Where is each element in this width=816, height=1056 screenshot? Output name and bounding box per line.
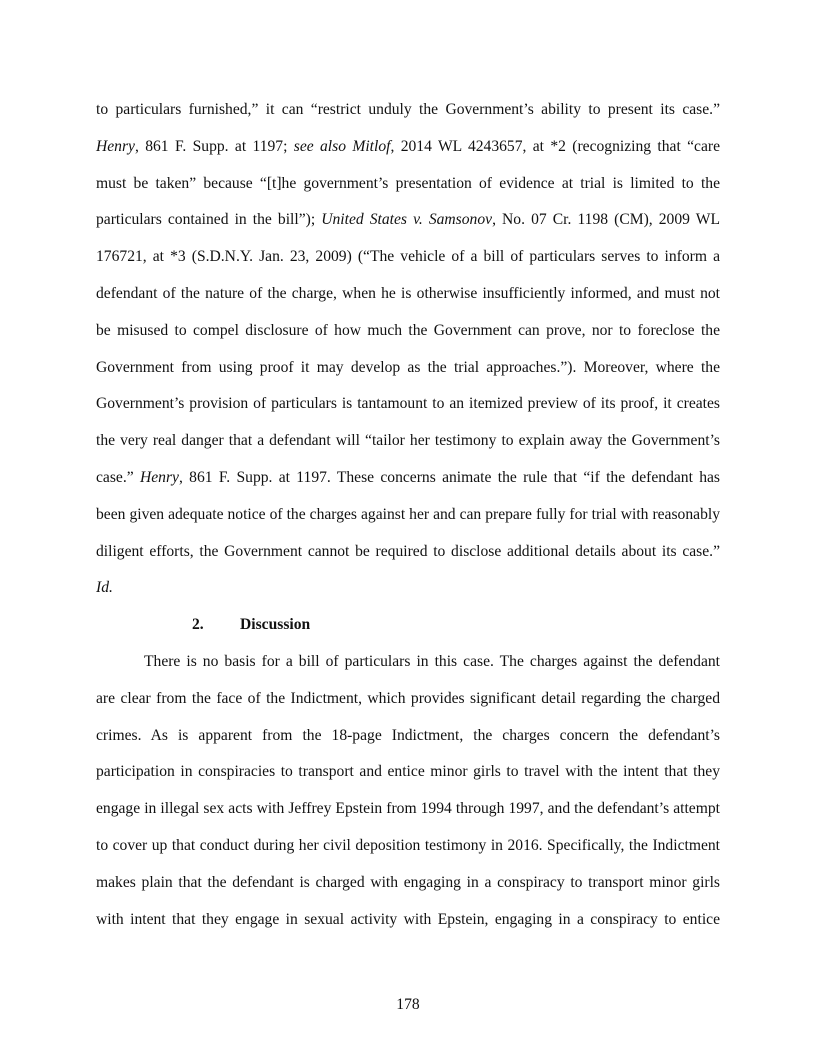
citation-text: case.” xyxy=(96,468,140,486)
text-line xyxy=(96,570,720,607)
text-line: engage in illegal sex acts with Jeffrey Epstein from 1994 through 1997, and the defendant’s attempt xyxy=(96,800,720,818)
citation-text: particulars contained in the bill”); xyxy=(96,211,322,229)
text-line: to particulars furnished,” it can “restrict unduly the Government’s ability to present its case.” xyxy=(96,101,720,118)
text-line xyxy=(96,129,720,166)
text-line: to cover up that conduct during her civil deposition testimony in 2016. Specifically, the Indictment xyxy=(96,836,720,854)
text-line xyxy=(96,202,720,239)
text-line: Government from using proof it may develop as the trial approaches.”). Moreover, where the xyxy=(96,358,720,376)
case-name: Henry xyxy=(139,468,179,486)
citation-text: , 2014 WL 4243657, at *2 (recognizing that “care xyxy=(390,137,720,155)
section-title: Discussion xyxy=(240,616,311,634)
text-line: be misused to compel disclosure of how much the Government can prove, nor to foreclose the xyxy=(96,321,720,339)
section-number: 2. xyxy=(192,616,204,634)
text-line: with intent that they engage in sexual activity with Epstein, engaging in a conspiracy to entice xyxy=(96,910,720,928)
section-heading xyxy=(96,607,720,644)
text-line: participation in conspiracies to transport and entice minor girls to travel with the intent that they xyxy=(96,763,720,781)
id-citation: Id. xyxy=(96,579,113,597)
text-line: defendant of the nature of the charge, when he is otherwise insufficiently informed, and must not xyxy=(96,284,720,302)
citation-text: , 861 F. Supp. at 1197; xyxy=(134,137,294,155)
page-number: 178 xyxy=(396,996,420,1013)
body-text xyxy=(96,92,720,938)
text-line: Government’s provision of particulars is tantamount to an itemized preview of its proof, it creates xyxy=(96,395,720,413)
citation-signal: see also Mitlof xyxy=(293,137,391,155)
citation-text: , No. 07 Cr. 1198 (CM), 2009 WL xyxy=(492,211,720,229)
text-line: diligent efforts, the Government cannot be required to disclose additional details about its case.” xyxy=(96,542,720,560)
text-line: are clear from the face of the Indictment, which provides significant detail regarding the charged xyxy=(96,689,720,707)
text-line: been given adequate notice of the charges against her and can prepare fully for trial with reasonably xyxy=(96,505,720,523)
case-name: Henry xyxy=(96,137,135,155)
text-line: There is no basis for a bill of particulars in this case. The charges against the defendant xyxy=(144,652,720,670)
text-line: must be taken” because “[t]he government’s presentation of evidence at trial is limited to the xyxy=(96,174,720,192)
citation-text: , 861 F. Supp. at 1197. These concerns animate the rule that “if the defendant has xyxy=(178,468,721,486)
text-line: 176721, at *3 (S.D.N.Y. Jan. 23, 2009) (“The vehicle of a bill of particulars serves to inform a xyxy=(96,248,720,266)
text-line xyxy=(96,460,720,497)
case-name: United States v. Samsonov xyxy=(321,211,493,229)
text-line: the very real danger that a defendant will “tailor her testimony to explain away the Government’s xyxy=(96,432,720,450)
text-line: crimes. As is apparent from the 18-page Indictment, the charges concern the defendant’s xyxy=(96,726,720,744)
text-line: makes plain that the defendant is charged with engaging in a conspiracy to transport minor girls xyxy=(96,873,720,891)
